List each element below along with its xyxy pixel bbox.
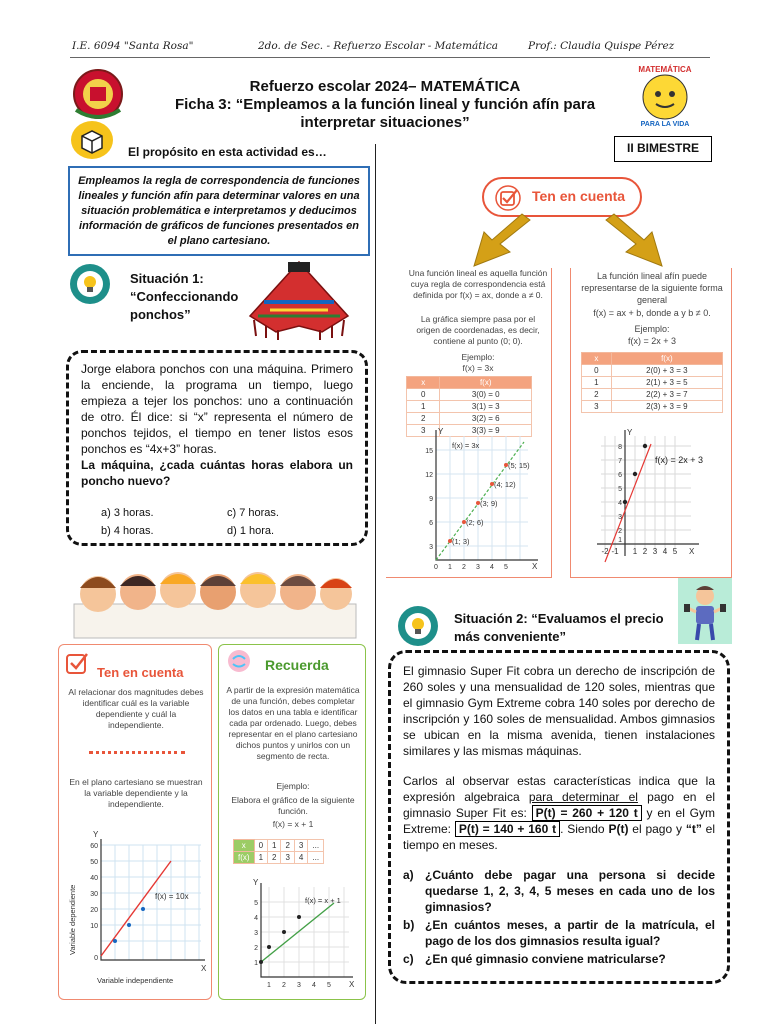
text-span: pago en el gimnasio Super Fit es: [403, 790, 715, 820]
graph-2x-plus-3 [591, 426, 727, 576]
tick-y-60: 60 [90, 843, 98, 850]
tick-x-neg2: -2 [601, 547, 609, 556]
header-teacher: Prof.: Claudia Quispe Pérez [528, 40, 675, 52]
recuerda-title: Recuerda [265, 657, 329, 673]
tick-y-5: 5 [254, 900, 258, 907]
poncho-illustration [244, 256, 354, 340]
tick-y-8: 8 [618, 444, 622, 451]
tick-y-3: 3 [618, 514, 622, 521]
affine-p1: La función lineal afín puede representarse de la siguiente forma general [581, 271, 723, 305]
tick-y-10: 10 [90, 923, 98, 930]
ten-en-cuenta-card [58, 644, 212, 1000]
tick-y-3: 3 [254, 930, 258, 937]
graph-label-10x: f(x) = 10x [155, 892, 189, 901]
tick-x-2: 2 [282, 982, 286, 989]
arrows-illustration [440, 210, 710, 270]
cell-fx-head: f(x) [234, 852, 255, 864]
cell: 3 [407, 425, 440, 437]
linear-function-panel [386, 268, 552, 578]
tick-x-3: 3 [652, 547, 658, 556]
cell: 0 [582, 365, 612, 377]
situation-1-title-3: ponchos” [130, 307, 191, 322]
tick-y-50: 50 [90, 859, 98, 866]
recuerda-p1: A partir de la expresión matemática de una función, debes completar los datos en una tabla e identificar cada par ordenado. Luego, debes representar en el plano cartesiano dichos puntos y unirlos con un segmento de recta. [226, 685, 360, 761]
option-c[interactable]: c) 7 horas. [227, 507, 279, 519]
situation-2-title-2: más conveniente” [454, 629, 566, 644]
recuerda-example: Ejemplo: [276, 781, 310, 791]
box-icon [70, 120, 114, 160]
y-axis-letter: Y [93, 830, 99, 839]
ten-en-cuenta-p2: En el plano cartesiano se muestran la variable dependiente y la independiente. [69, 777, 203, 809]
bimestre-label: II BIMESTRE [614, 136, 712, 162]
text-span: el pago y [628, 822, 686, 836]
tick-x-1: 1 [267, 982, 271, 989]
tick-x-5: 5 [504, 564, 508, 571]
cell: 3(3) = 9 [440, 425, 532, 437]
cell: 2(3) + 3 = 9 [611, 401, 722, 413]
tick-y-9: 9 [429, 496, 433, 503]
situation-1-title [130, 270, 238, 324]
x-axis-letter: X [349, 980, 355, 989]
cell: 2(2) + 3 = 7 [611, 389, 722, 401]
x-axis-letter: X [689, 547, 695, 556]
question-b: b) ¿En cuántos meses, a partir de la matrícula, el pago de los dos gimnasios resulta igual? [403, 918, 715, 948]
ten-en-cuenta-title: Ten en cuenta [97, 665, 184, 680]
cell: 0 [254, 840, 267, 852]
tick-y-20: 20 [90, 907, 98, 914]
purpose-box [68, 166, 370, 256]
tick-x-3: 3 [476, 564, 480, 571]
situation-1-title-1: Situación 1: [130, 271, 204, 286]
cell: 2(0) + 3 = 3 [611, 365, 722, 377]
linear-graph-10x [63, 825, 209, 995]
lightbulb-icon [70, 264, 110, 304]
option-d[interactable]: d) 1 hora. [227, 525, 275, 537]
point-label-1: (1; 3) [452, 537, 470, 546]
graph-label-3x: f(x) = 3x [452, 441, 480, 450]
tick-y-1: 1 [254, 960, 258, 967]
tick-x-1: 1 [448, 564, 452, 571]
affine-fx: f(x) = 2x + 3 [627, 336, 677, 346]
col-x: x [407, 377, 440, 389]
linear-p2: La gráfica siempre pasa por el origen de coordenadas, es decir, contiene al punto (0; 0). [416, 314, 540, 346]
linear-p1: Una función lineal es aquella función cuya regla de correspondencia está definida por f(x) = ax, donde a ≠ 0. [408, 268, 548, 300]
text-span: el tiempo en meses. [403, 822, 716, 852]
tick-x-4: 4 [312, 982, 316, 989]
tick-y-30: 30 [90, 891, 98, 898]
lightbulb-icon-2 [398, 606, 438, 646]
question-a: a) ¿Cuánto debe pagar una persona si decide quedarse 1, 2, 3, 4, 5 meses en cada uno de los gimnasios? [403, 868, 715, 914]
logo-text-top: MATEMÁTICA [638, 65, 692, 74]
tick-y-4: 4 [618, 500, 622, 507]
page-subtitle-2: interpretar situaciones” [300, 114, 470, 131]
cell: 2 [281, 840, 294, 852]
tick-x-5: 5 [672, 547, 678, 556]
text-span: Carlos al observar estas características indica que la expresión algebraica [403, 774, 715, 804]
formula-gym-extreme: P(t) = 140 + 160 t [455, 821, 560, 837]
cell: ... [308, 852, 324, 864]
situation-1-question: La máquina, ¿cada cuántas horas elabora un poncho nuevo? [81, 458, 353, 488]
linear-fx: f(x) = 3x [462, 363, 494, 373]
tick-y-4: 4 [254, 915, 258, 922]
tick-y-5: 5 [618, 486, 622, 493]
cell: 1 [407, 401, 440, 413]
brain-icon [225, 647, 253, 675]
graph-label-2x-plus-3: f(x) = 2x + 3 [655, 455, 704, 465]
y-axis-letter: Y [438, 427, 444, 436]
school-crest-icon [70, 66, 126, 122]
situation-1-box [66, 350, 368, 546]
tick-x-4: 4 [662, 547, 668, 556]
text-span-bold: P(t) [608, 822, 629, 836]
purpose-heading: El propósito en esta actividad es… [128, 145, 327, 159]
graph-3x [422, 426, 552, 576]
col-x: x [582, 353, 612, 365]
point-label-3: (3; 9) [480, 499, 498, 508]
cell: 3 [281, 852, 294, 864]
tick-y-2: 2 [254, 945, 258, 952]
cell: 3(2) = 6 [440, 413, 532, 425]
tick-x-4: 4 [490, 564, 494, 571]
x-axis-letter: X [201, 964, 207, 973]
col-fx: f(x) [611, 353, 722, 365]
situation-2-p1: El gimnasio Super Fit cobra un derecho de inscripción de 260 soles y una mensualidad de 120 soles, mientras que el gimnasio Gym Extreme cobra 140 soles por derecho de inscripción y 160 soles de mensualidad. Ambos gimnasios se ubican en la misma avenida, tienen instalaciones similares y las mismas máquinas. [403, 664, 715, 758]
tick-y-6: 6 [429, 520, 433, 527]
y-axis-letter: Y [253, 878, 259, 887]
situation-2-box [388, 650, 730, 984]
recuerda-table [233, 839, 324, 864]
situation-1-text: Jorge elabora ponchos con una máquina. Primero la enciende, la programa un tiempo, luego empieza a tejer los ponchos: uno a continuación de otro. Él dice: si “x” representa el número de ponchos tejidos, el tiempo en tener listos esos ponchos es “4x+3” horas. [81, 362, 353, 456]
text-span: . Siendo [560, 822, 609, 836]
cell: 3(0) = 0 [440, 389, 532, 401]
situation-1-title-2: “Confeccionando [130, 289, 239, 304]
linear-example: Ejemplo: [461, 352, 495, 362]
cell: 2 [268, 852, 281, 864]
text-span-bold: “t” [685, 822, 702, 836]
recuerda-fx: f(x) = x + 1 [272, 819, 314, 829]
cell: 3 [582, 401, 612, 413]
tick-y-1: 1 [618, 537, 622, 544]
tick-x-0: 0 [434, 564, 438, 571]
tick-x-3: 3 [297, 982, 301, 989]
cell: 2 [582, 389, 612, 401]
option-b[interactable]: b) 4 horas. [101, 525, 154, 537]
situation-2-title [454, 610, 664, 646]
cell: 3(1) = 3 [440, 401, 532, 413]
tick-y-15: 15 [425, 448, 433, 455]
header-rule [70, 57, 710, 58]
kids-banner-illustration [70, 566, 360, 642]
y-axis-label: Variable dependiente [68, 884, 77, 955]
cell: 2 [407, 413, 440, 425]
text-span: y en el Gym Extreme: [403, 806, 716, 836]
y-axis-letter: Y [627, 428, 633, 437]
tick-x-2: 2 [642, 547, 648, 556]
cell: 4 [294, 852, 307, 864]
cell: 1 [582, 377, 612, 389]
affine-function-panel [570, 268, 732, 578]
math-for-life-logo [630, 64, 700, 126]
tick-x-2: 2 [462, 564, 466, 571]
point-label-2: (2; 6) [466, 518, 484, 527]
affine-example: Ejemplo: [634, 324, 670, 334]
tick-x-neg1: -1 [611, 547, 619, 556]
header-grade: 2do. de Sec. - Refuerzo Escolar - Matemática [258, 40, 499, 52]
graph-label-x-plus-1: f(x) = x + 1 [305, 896, 341, 905]
ten-en-cuenta-p1: Al relacionar dos magnitudes debes identificar cuál es la variable dependiente y cuál la independiente. [68, 687, 204, 730]
purpose-text: Empleamos la regla de correspondencia de funciones lineales y función afín para determinar valores en una situación problemática e interpretamos y deducimos información de gráficos de funciones presentados en el plano cartesiano. [78, 175, 360, 247]
column-divider [375, 144, 376, 1024]
cell: ... [308, 840, 324, 852]
tick-y-0: 0 [94, 955, 98, 962]
affine-table [581, 352, 723, 413]
recuerda-card [218, 644, 366, 1000]
formula-super-fit: P(t) = 260 + 120 t [532, 805, 642, 821]
situation-2-title-1: Situación 2: “Evaluamos el precio [454, 611, 664, 626]
tick-y-7: 7 [618, 458, 622, 465]
cell: 2(1) + 3 = 5 [611, 377, 722, 389]
x-axis-label: Variable independiente [97, 976, 174, 985]
gym-person-illustration [678, 578, 732, 644]
cell: 1 [254, 852, 267, 864]
page-subtitle-1: Ficha 3: “Empleamos a la función lineal y función afín para [174, 96, 596, 113]
x-axis-letter: X [532, 562, 538, 571]
cell: 1 [268, 840, 281, 852]
point-label-4: (4; 12) [494, 480, 516, 489]
question-c: c) ¿En qué gimnasio conviene matricularse? [403, 952, 666, 966]
tick-y-12: 12 [425, 472, 433, 479]
checkbox-icon [65, 651, 89, 675]
tick-y-40: 40 [90, 875, 98, 882]
tick-y-2: 2 [618, 528, 622, 535]
cell: 0 [407, 389, 440, 401]
situation-2-p2 [403, 773, 715, 853]
header-school: I.E. 6094 "Santa Rosa" [72, 40, 194, 52]
cell-x-head: x [234, 840, 255, 852]
logo-text-bottom: PARA LA VIDA [640, 121, 690, 126]
affine-p2: f(x) = ax + b, donde a y b ≠ 0. [593, 308, 711, 318]
tick-x-1: 1 [632, 547, 638, 556]
col-fx: f(x) [440, 377, 532, 389]
option-a[interactable]: a) 3 horas. [101, 507, 154, 519]
decorative-divider [89, 751, 185, 754]
cell: 3 [294, 840, 307, 852]
tick-y-3: 3 [429, 544, 433, 551]
checkbox-icon [494, 185, 522, 211]
tick-x-5: 5 [327, 982, 331, 989]
recuerda-p2: Elabora el gráfico de la siguiente función. [231, 795, 355, 816]
page-title: Refuerzo escolar 2024– MATEMÁTICA [249, 78, 521, 95]
tick-y-6: 6 [618, 472, 622, 479]
point-label-5: (5; 15) [508, 461, 530, 470]
recuerda-graph [239, 877, 359, 995]
text-span-underlined: para determinar el [528, 790, 638, 804]
ten-en-cuenta-right-title: Ten en cuenta [532, 188, 626, 204]
